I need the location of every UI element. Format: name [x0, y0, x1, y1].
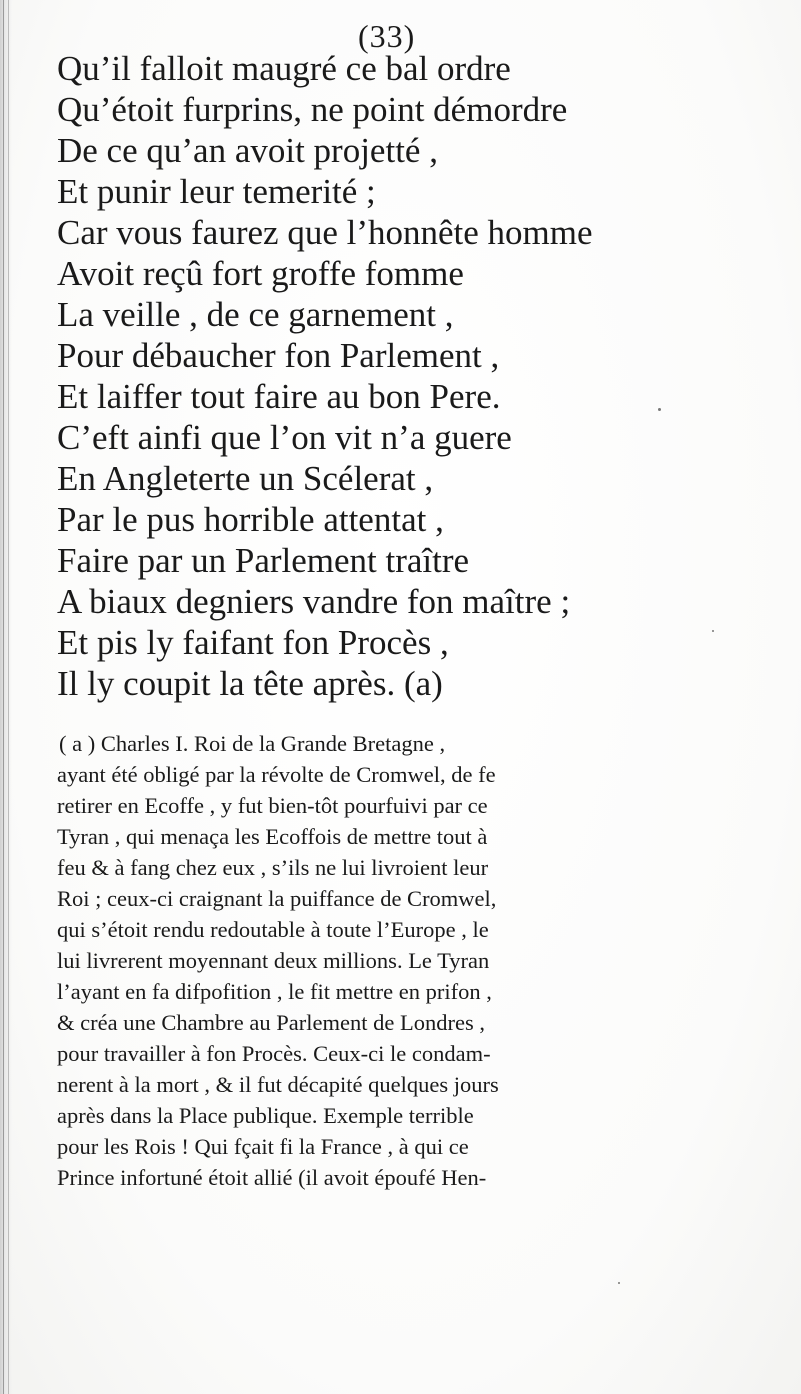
footnote-line: & créa une Chambre au Parlement de Londres , [57, 1010, 485, 1035]
footnote-line: lui livrerent moyennant deux millions. Le Tyran [57, 948, 490, 973]
footnote-line: l’ayant en fa difpofition , le fit mettre en prifon , [57, 979, 492, 1004]
footnote-block [57, 728, 769, 1193]
verse-line: A biaux degniers vandre fon maître ; [57, 582, 571, 621]
verse-line: Il ly coupit la tête après. (a) [57, 664, 443, 703]
verse-line: Avoit reçû fort groffe fomme [57, 254, 464, 293]
footnote-line: pour les Rois ! Qui fçait fi la France , à qui ce [57, 1134, 469, 1159]
footnote-line: ( a ) Charles I. Roi de la Grande Bretagne , [59, 731, 446, 756]
verse-block [57, 48, 787, 704]
verse-line: Qu’il falloit maugré ce bal ordre [57, 49, 511, 88]
verse-line: Et pis ly faifant fon Procès , [57, 623, 449, 662]
footnote-line: qui s’étoit rendu redoutable à toute l’Europe , le [57, 917, 489, 942]
verse-line: La veille , de ce garnement , [57, 295, 454, 334]
binding-gutter-shadow [0, 0, 12, 1394]
page-number: (33) [358, 18, 416, 54]
footnote-line: feu & à fang chez eux , s’ils ne lui livroient leur [57, 855, 489, 880]
verse-line: Car vous faurez que l’honnête homme [57, 213, 593, 252]
verse-line: Et punir leur temerité ; [57, 172, 376, 211]
verse-line: Et laiffer tout faire au bon Pere. [57, 377, 501, 416]
paper-speck [658, 408, 661, 411]
footnote-line: Roi ; ceux-ci craignant la puiffance de Cromwel, [57, 886, 497, 911]
footnote-line: nerent à la mort , & il fut décapité quelques jours [57, 1072, 499, 1097]
footnote-line: pour travailler à fon Procès. Ceux-ci le condam- [57, 1041, 491, 1066]
footnote-line: retirer en Ecoffe , y fut bien-tôt pourfuivi par ce [57, 793, 488, 818]
binding-edge-line [3, 0, 4, 1394]
footnote-line: Prince infortuné étoit allié (il avoit époufé Hen- [57, 1165, 487, 1190]
verse-line: En Angleterte un Scélerat , [57, 459, 434, 498]
footnote-line: Tyran , qui menaça les Ecoffois de mettre tout à [57, 824, 488, 849]
footnote-line: après dans la Place publique. Exemple terrible [57, 1103, 474, 1128]
footnote-line: ayant été obligé par la révolte de Cromwel, de fe [57, 762, 496, 787]
verse-line: Par le pus horrible attentat , [57, 500, 444, 539]
verse-line: De ce qu’an avoit projetté , [57, 131, 438, 170]
verse-line: Faire par un Parlement traître [57, 541, 470, 580]
verse-line: Qu’étoit furprins, ne point démordre [57, 90, 568, 129]
verse-line: Pour débaucher fon Parlement , [57, 336, 500, 375]
binding-edge-line [8, 0, 9, 1394]
paper-speck [618, 1282, 620, 1284]
paper-speck [712, 630, 714, 632]
verse-line: C’eft ainfi que l’on vit n’a guere [57, 418, 512, 457]
